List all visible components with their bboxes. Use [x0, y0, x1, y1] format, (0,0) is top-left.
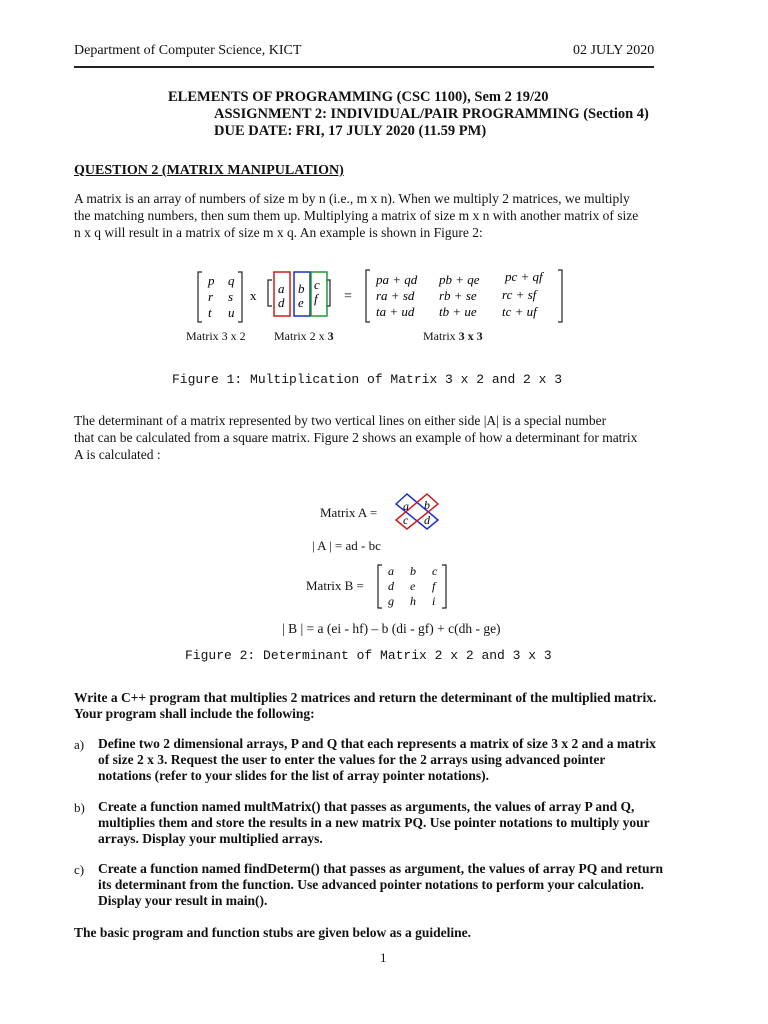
det-b-formula: | B | = a (ei - hf) – b (di - gf) + c(dh - ge): [282, 621, 501, 636]
det-a-formula: | A | = ad - bc: [312, 538, 381, 553]
intro-line-2: the matching numbers, then sum them up. Multiplying a matrix of size m x n with another matrix of size: [74, 208, 639, 223]
item-a-line-3: notations (refer to your slides for the list of array pointer notations).: [98, 768, 489, 783]
c-cell: c: [314, 277, 320, 292]
det-intro-line-3: A is calculated :: [74, 447, 161, 462]
item-b-label: b): [74, 800, 85, 815]
result-cell: pb + qe: [439, 272, 480, 287]
item-c-line-3: Display your result in main().: [98, 893, 268, 908]
item-c-line-1: Create a function named findDeterm() that passes as argument, the values of array PQ and return: [98, 861, 663, 876]
r-cell: r: [208, 289, 214, 304]
due-date: DUE DATE: FRI, 17 JULY 2020 (11.59 PM): [214, 123, 487, 139]
task-line-2: Your program shall include the following:: [74, 706, 315, 721]
b-matrix-entry: a: [388, 564, 394, 578]
intro-line-1: A matrix is an array of numbers of size m by n (i.e., m x n). When we multiply 2 matrices, we multiply: [74, 191, 630, 206]
item-b-line-3: arrays. Display your multiplied arrays.: [98, 831, 323, 846]
equals-sign: =: [344, 289, 352, 304]
a-cell: a: [278, 281, 285, 296]
result-cell: tc + uf: [502, 304, 537, 319]
page-number: 1: [380, 950, 387, 965]
closing-text: The basic program and function stubs are given below as a guideline.: [74, 925, 472, 940]
result-cell: rb + se: [439, 288, 477, 303]
figure1-caption: Figure 1: Multiplication of Matrix 3 x 2 and 2 x 3: [172, 372, 563, 387]
d-cell: d: [278, 295, 285, 310]
b-matrix-entry: c: [432, 564, 438, 578]
result-cell: ra + sd: [376, 288, 415, 303]
matrix-a-diagram: [390, 492, 446, 530]
b-matrix-entry: d: [388, 579, 394, 593]
d-entry: d: [424, 513, 430, 527]
matrix-b-diagram: [376, 562, 454, 610]
b-cell: b: [298, 281, 305, 296]
question-heading: QUESTION 2 (MATRIX MANIPULATION): [74, 163, 344, 178]
q-cell: q: [228, 273, 235, 288]
b-entry: b: [424, 498, 430, 512]
matrix-label-2x3: Matrix 2 x 3: [274, 329, 334, 343]
header-rule: [74, 66, 654, 68]
b-matrix-entry: e: [410, 579, 416, 593]
header-date: 02 JULY 2020: [573, 43, 655, 58]
result-cell: rc + sf: [502, 287, 537, 302]
det-intro-line-2: that can be calculated from a square matrix. Figure 2 shows an example of how a determinant for matrix: [74, 430, 638, 445]
b-matrix-entry: g: [388, 594, 394, 608]
matrix-label-3x3: Matrix 3 x 3: [423, 329, 483, 343]
item-c-label: c): [74, 862, 85, 877]
f-cell: f: [314, 291, 318, 306]
item-c-line-2: its determinant from the function. Use advanced pointer notations to perform your calculation.: [98, 877, 644, 892]
matrix-b-label: Matrix B =: [306, 578, 364, 593]
p-cell: p: [208, 273, 215, 288]
item-a-line-1: Define two 2 dimensional arrays, P and Q that each represents a matrix of size 3 x 2 and a matrix: [98, 736, 656, 751]
a-entry: a: [403, 499, 409, 513]
det-intro-line-1: The determinant of a matrix represented by two vertical lines on either side |A| is a special number: [74, 413, 607, 428]
course-title: ELEMENTS OF PROGRAMMING (CSC 1100), Sem 2 19/20: [168, 89, 549, 105]
result-cell: ta + ud: [376, 304, 415, 319]
t-cell: t: [208, 305, 212, 320]
b-matrix-entry: f: [432, 579, 436, 593]
matrix-label-3x2: Matrix 3 x 2: [186, 329, 246, 343]
intro-line-3: n x q will result in a matrix of size m x q. An example is shown in Figure 2:: [74, 225, 483, 240]
times-sign: x: [250, 288, 257, 303]
b-matrix-entry: b: [410, 564, 416, 578]
b-matrix-entry: h: [410, 594, 416, 608]
result-cell: pc + qf: [505, 269, 543, 284]
s-cell: s: [228, 289, 234, 304]
result-cell: tb + ue: [439, 304, 477, 319]
item-b-line-1: Create a function named multMatrix() that passes as arguments, the values of array P and Q,: [98, 799, 635, 814]
figure2-caption: Figure 2: Determinant of Matrix 2 x 2 and 3 x 3: [185, 648, 552, 663]
item-a-label: a): [74, 737, 85, 752]
item-a-line-2: of size 2 x 3. Request the user to enter the values for the 2 arrays using advanced pointer: [98, 752, 606, 767]
u-cell: u: [228, 305, 235, 320]
department-header: Department of Computer Science, KICT: [74, 43, 302, 58]
figure1-matrices: [190, 266, 580, 328]
item-b-line-2: multiplies them and store the results in a new matrix PQ. Use pointer notations to multiply your: [98, 815, 650, 830]
result-cell: pa + qd: [376, 272, 418, 287]
assignment-title: ASSIGNMENT 2: INDIVIDUAL/PAIR PROGRAMMING (Section 4): [214, 106, 649, 122]
e-cell: e: [298, 295, 304, 310]
task-line-1: Write a C++ program that multiplies 2 matrices and return the determinant of the multiplied matrix.: [74, 690, 657, 705]
matrix-a-label: Matrix A =: [320, 505, 378, 520]
c-entry: c: [403, 513, 409, 527]
b-matrix-entry: i: [432, 594, 436, 608]
